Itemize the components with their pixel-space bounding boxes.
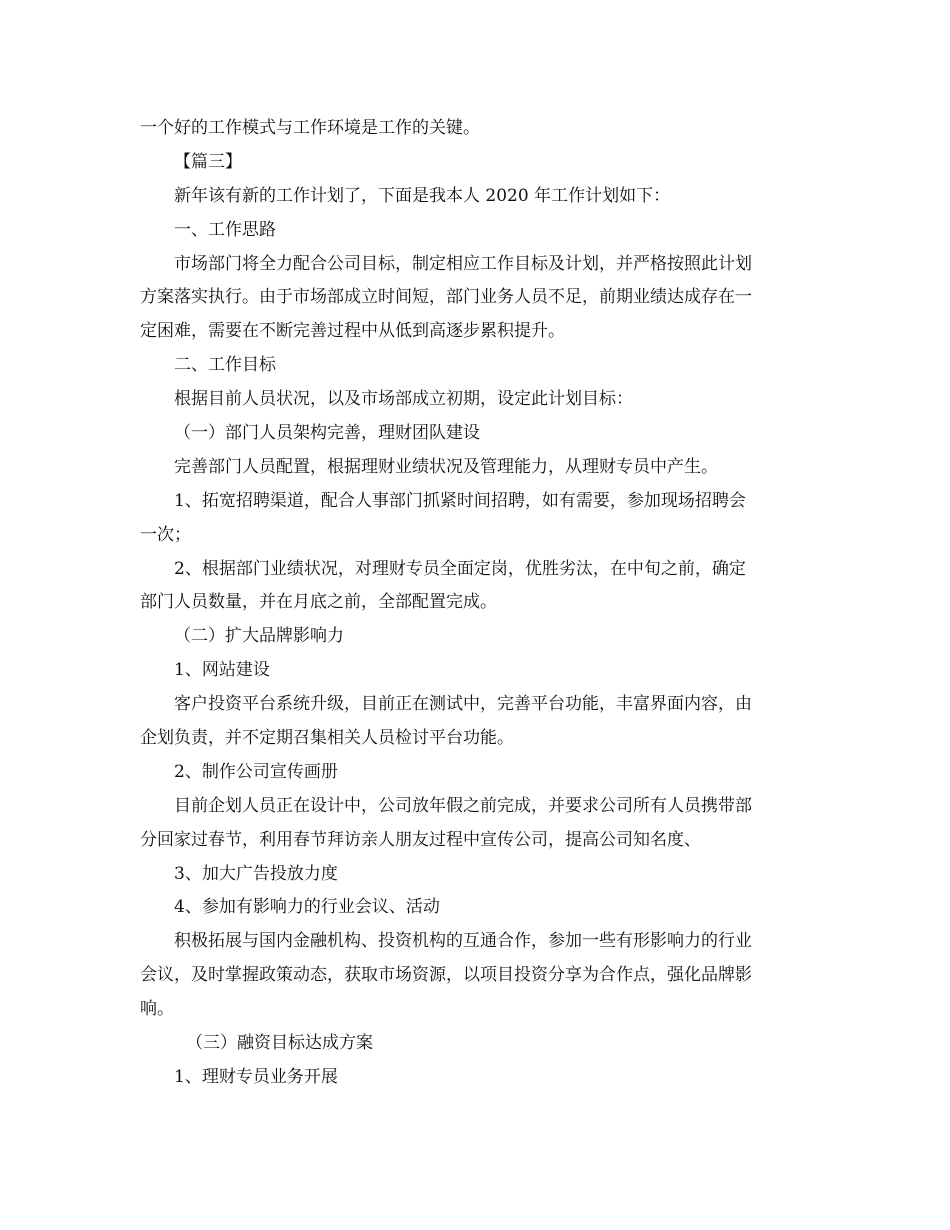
paragraph-line: 目前企划人员正在设计中，公司放年假之前完成，并要求公司所有人员携带部	[174, 795, 752, 816]
paragraph-line: 完善部门人员配置，根据理财业绩状况及管理能力，从理财专员中产生。	[174, 456, 718, 477]
subsection-heading: （三）融资目标达成方案	[186, 1033, 373, 1054]
document-body	[140, 112, 815, 1095]
section-heading: 【篇三】	[174, 151, 242, 172]
paragraph-line: 方案落实执行。由于市场部成立时间短，部门业务人员不足，前期业绩达成存在一	[140, 287, 752, 308]
paragraph-line: 一个好的工作模式与工作环境是工作的关键。	[140, 118, 480, 138]
list-item-line: 1、拓宽招聘渠道，配合人事部门抓紧时间招聘，如有需要，参加现场招聘会	[174, 490, 746, 511]
list-item-line: 1、理财专员业务开展	[174, 1066, 338, 1087]
list-item-line: 2、根据部门业绩状况，对理财专员全面定岗，优胜劣汰，在中旬之前，确定	[174, 558, 746, 579]
paragraph-line: 企划负责，并不定期召集相关人员检讨平台功能。	[140, 728, 514, 749]
section-heading: 一、工作思路	[174, 219, 276, 240]
list-item-line: 3、加大广告投放力度	[174, 863, 338, 884]
subsection-heading: （二）扩大品牌影响力	[174, 626, 344, 647]
paragraph-line: 分回家过春节，利用春节拜访亲人朋友过程中宣传公司，提高公司知名度、	[140, 829, 701, 850]
paragraph-line: 根据目前人员状况，以及市场部成立初期，设定此计划目标：	[174, 389, 633, 410]
paragraph-line: 客户投资平台系统升级，目前正在测试中，完善平台功能，丰富界面内容，由	[174, 694, 752, 715]
list-item-line: 4、参加有影响力的行业会议、活动	[174, 897, 440, 918]
paragraph-line: 定困难，需要在不断完善过程中从低到高逐步累积提升。	[140, 321, 565, 342]
list-item-line: 1、网站建设	[174, 660, 270, 681]
paragraph-line: 会议，及时掌握政策动态，获取市场资源，以项目投资分享为合作点，强化品牌影	[140, 965, 752, 986]
list-item-line: 部门人员数量，并在月底之前，全部配置完成。	[140, 592, 497, 613]
paragraph-line: 积极拓展与国内金融机构、投资机构的互通合作，参加一些有形影响力的行业	[174, 931, 752, 952]
list-item-line: 一次；	[140, 524, 191, 545]
subsection-heading: （一）部门人员架构完善，理财团队建设	[174, 423, 480, 444]
paragraph-line: 新年该有新的工作计划了，下面是我本人 2020 年工作计划如下：	[174, 185, 671, 206]
list-item-line: 2、制作公司宣传画册	[174, 761, 338, 782]
section-heading: 二、工作目标	[174, 355, 276, 376]
paragraph-line: 市场部门将全力配合公司目标，制定相应工作目标及计划，并严格按照此计划	[174, 253, 752, 274]
paragraph-line: 响。	[140, 999, 174, 1020]
